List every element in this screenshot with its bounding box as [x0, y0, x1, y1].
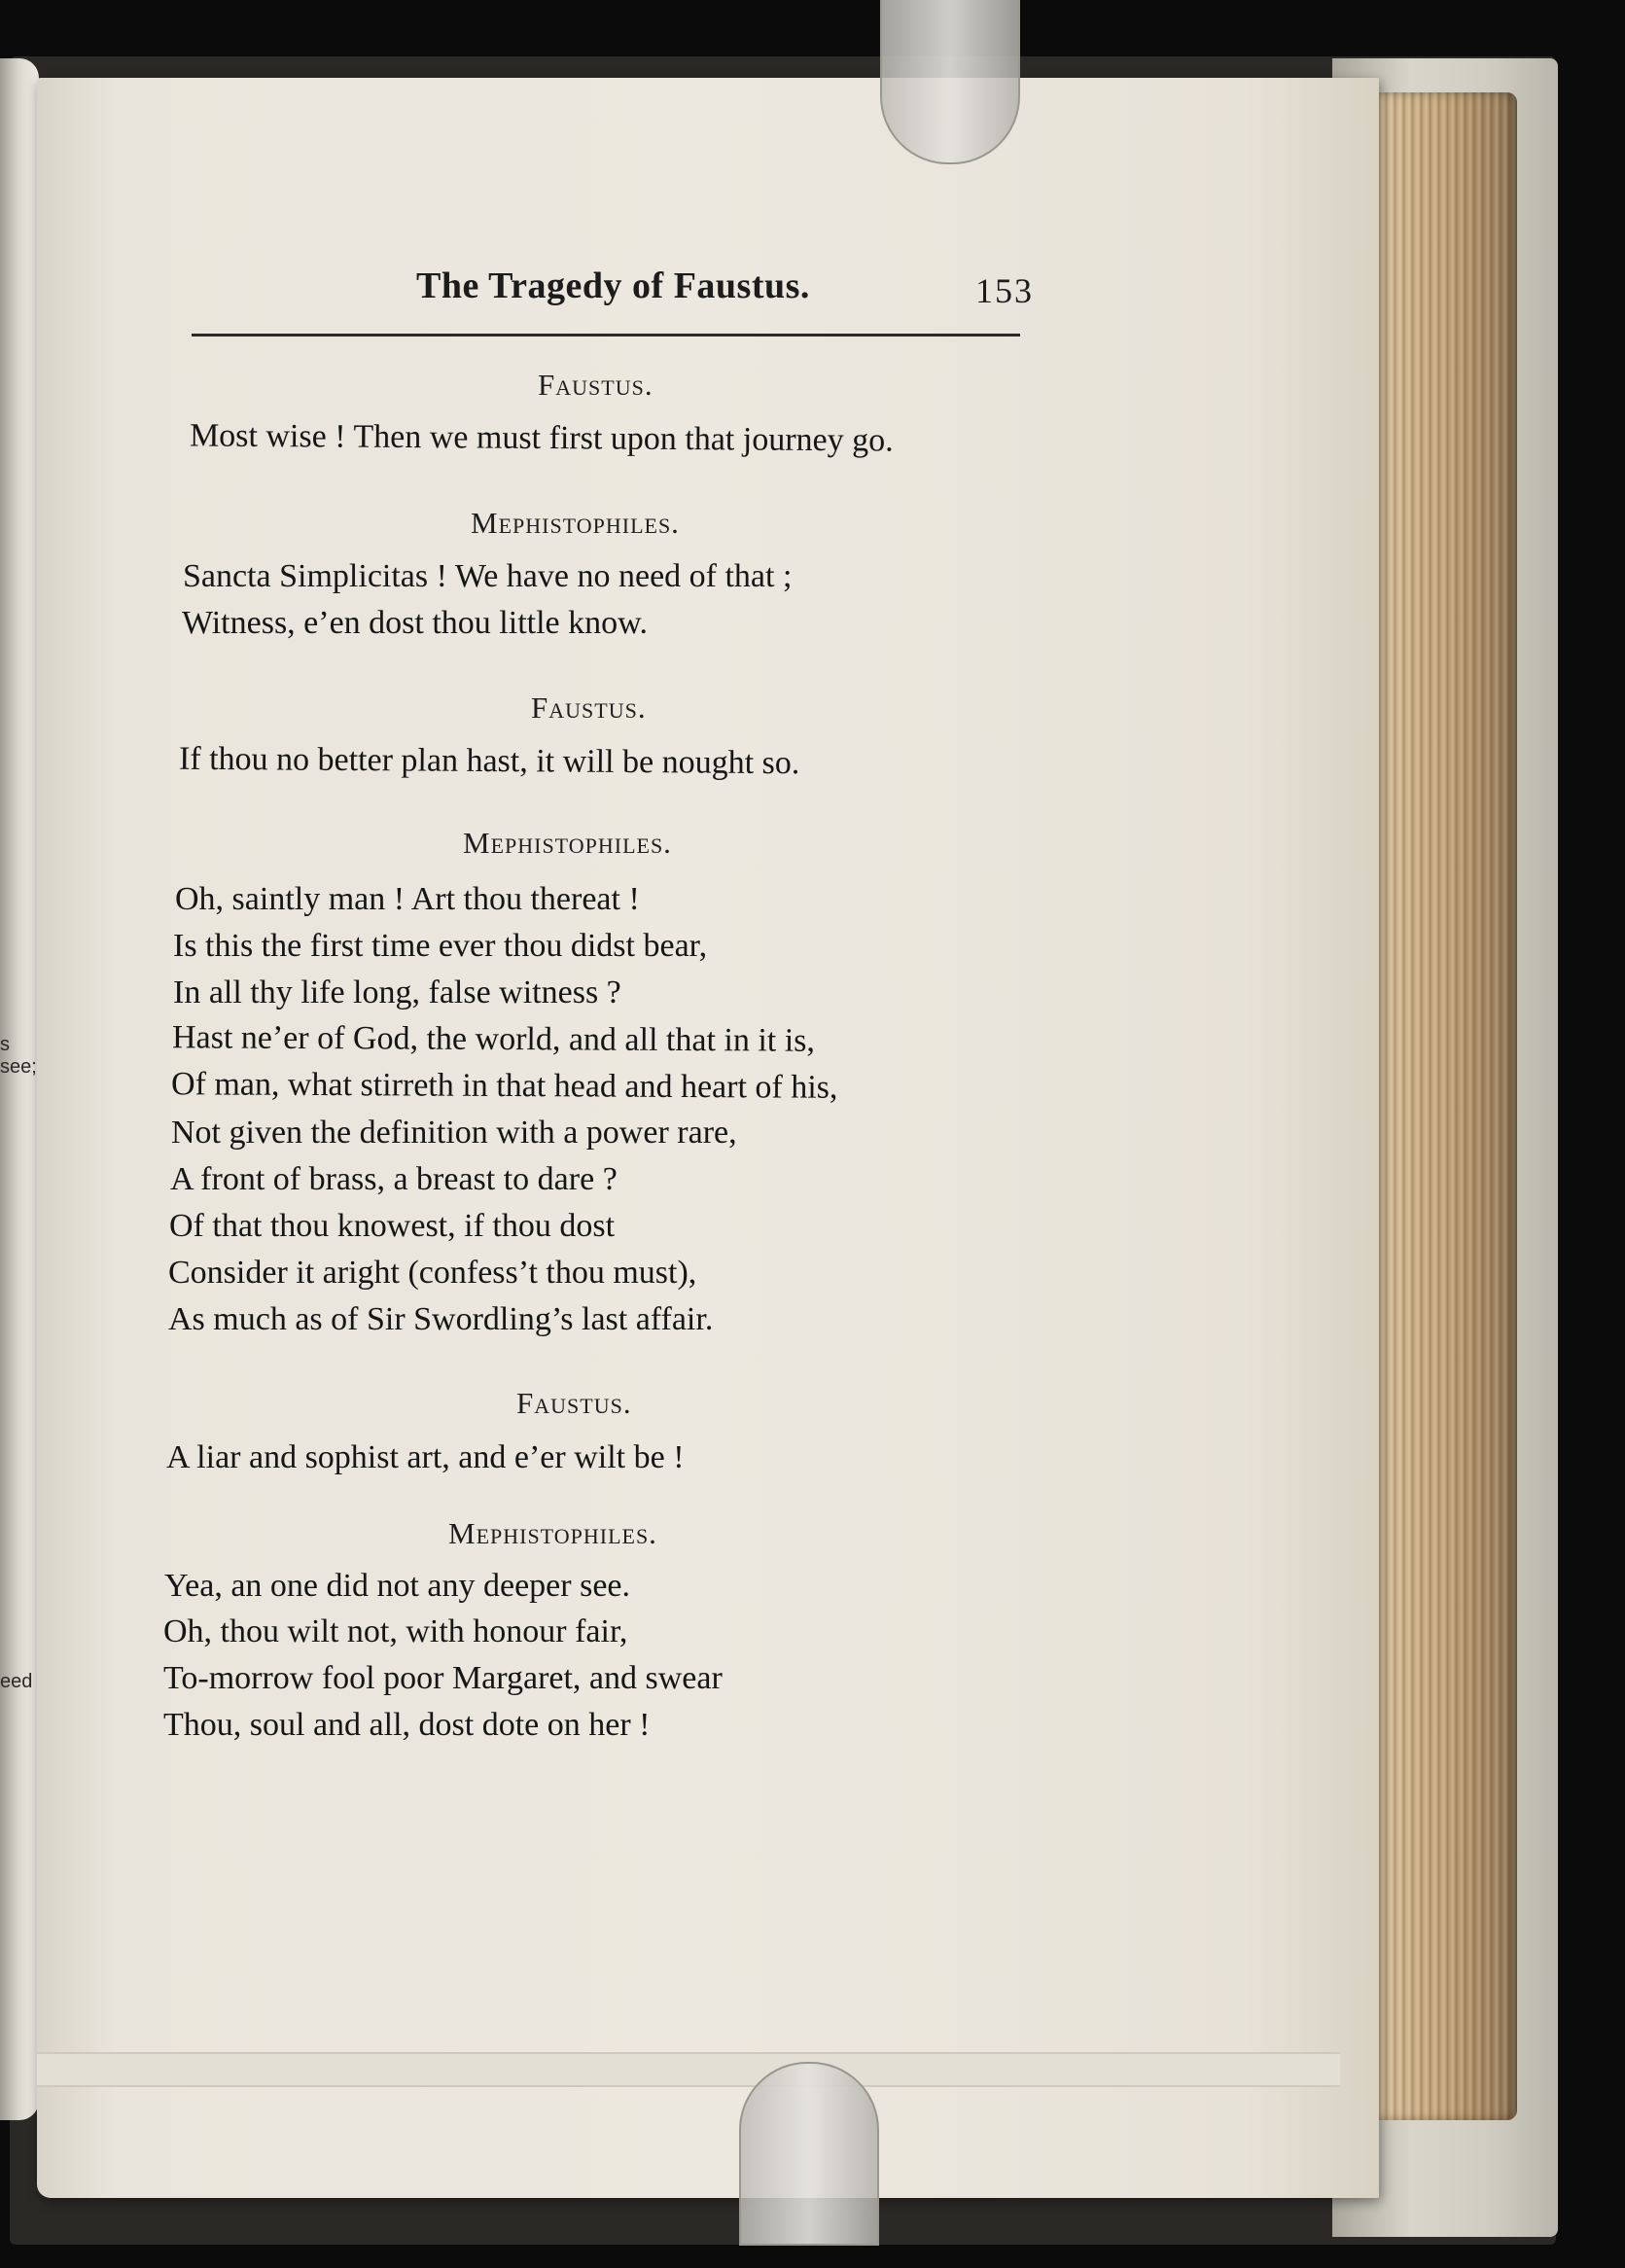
page-number: 153 [975, 271, 1034, 310]
verse-line: As much as of Sir Swordling’s last affair. [168, 1301, 714, 1337]
verse-line: Of that thou knowest, if thou dost [169, 1208, 616, 1244]
verse-line: To-morrow fool poor Margaret, and swear [163, 1660, 723, 1696]
speaker-name: Mephistophiles. [448, 1516, 657, 1550]
verse-line: A front of brass, a breast to dare ? [170, 1161, 618, 1197]
speaker-name: Mephistophiles. [463, 826, 672, 860]
verse-line: Not given the definition with a power rare, [171, 1115, 737, 1151]
speaker-name: Faustus. [538, 368, 654, 402]
verse-line: If thou no better plan hast, it will be nought so. [178, 740, 800, 782]
verse-line: Yea, an one did not any deeper see. [164, 1568, 631, 1604]
verse-line: Consider it aright (confess’t thou must), [168, 1255, 697, 1291]
left-facing-page [0, 58, 39, 2120]
verse-line: Most wise ! Then we must first upon that journey go. [189, 417, 894, 459]
page-foot-edge [37, 2052, 1340, 2087]
verse-line: Witness, e’en dost thou little know. [182, 605, 648, 641]
verse-line: In all thy life long, false witness ? [173, 975, 621, 1010]
left-page-fragment: eed [0, 1671, 33, 1692]
page-clip-top [880, 0, 1020, 164]
verse-line: Is this the first time ever thou didst bear, [173, 928, 708, 964]
speaker-name: Faustus. [516, 1386, 632, 1420]
verse-line: A liar and sophist art, and e’er wilt be ! [166, 1439, 685, 1475]
verse-line: Sancta Simplicitas ! We have no need of that ; [183, 558, 793, 594]
speaker-name: Faustus. [531, 691, 647, 725]
header-rule [192, 334, 1020, 337]
verse-line: Of man, what stirreth in that head and heart of his, [170, 1066, 838, 1106]
left-page-fragment: s see; [0, 1034, 37, 1078]
verse-line: Oh, thou wilt not, with honour fair, [163, 1613, 628, 1649]
running-head: The Tragedy of Faustus. [416, 266, 810, 306]
verse-line: Thou, soul and all, dost dote on her ! [163, 1707, 651, 1743]
verse-line: Oh, saintly man ! Art thou thereat ! [175, 881, 640, 917]
page-clip-bottom [739, 2062, 879, 2246]
speaker-name: Mephistophiles. [471, 506, 680, 540]
verse-line: Hast ne’er of God, the world, and all that in it is, [171, 1019, 816, 1059]
